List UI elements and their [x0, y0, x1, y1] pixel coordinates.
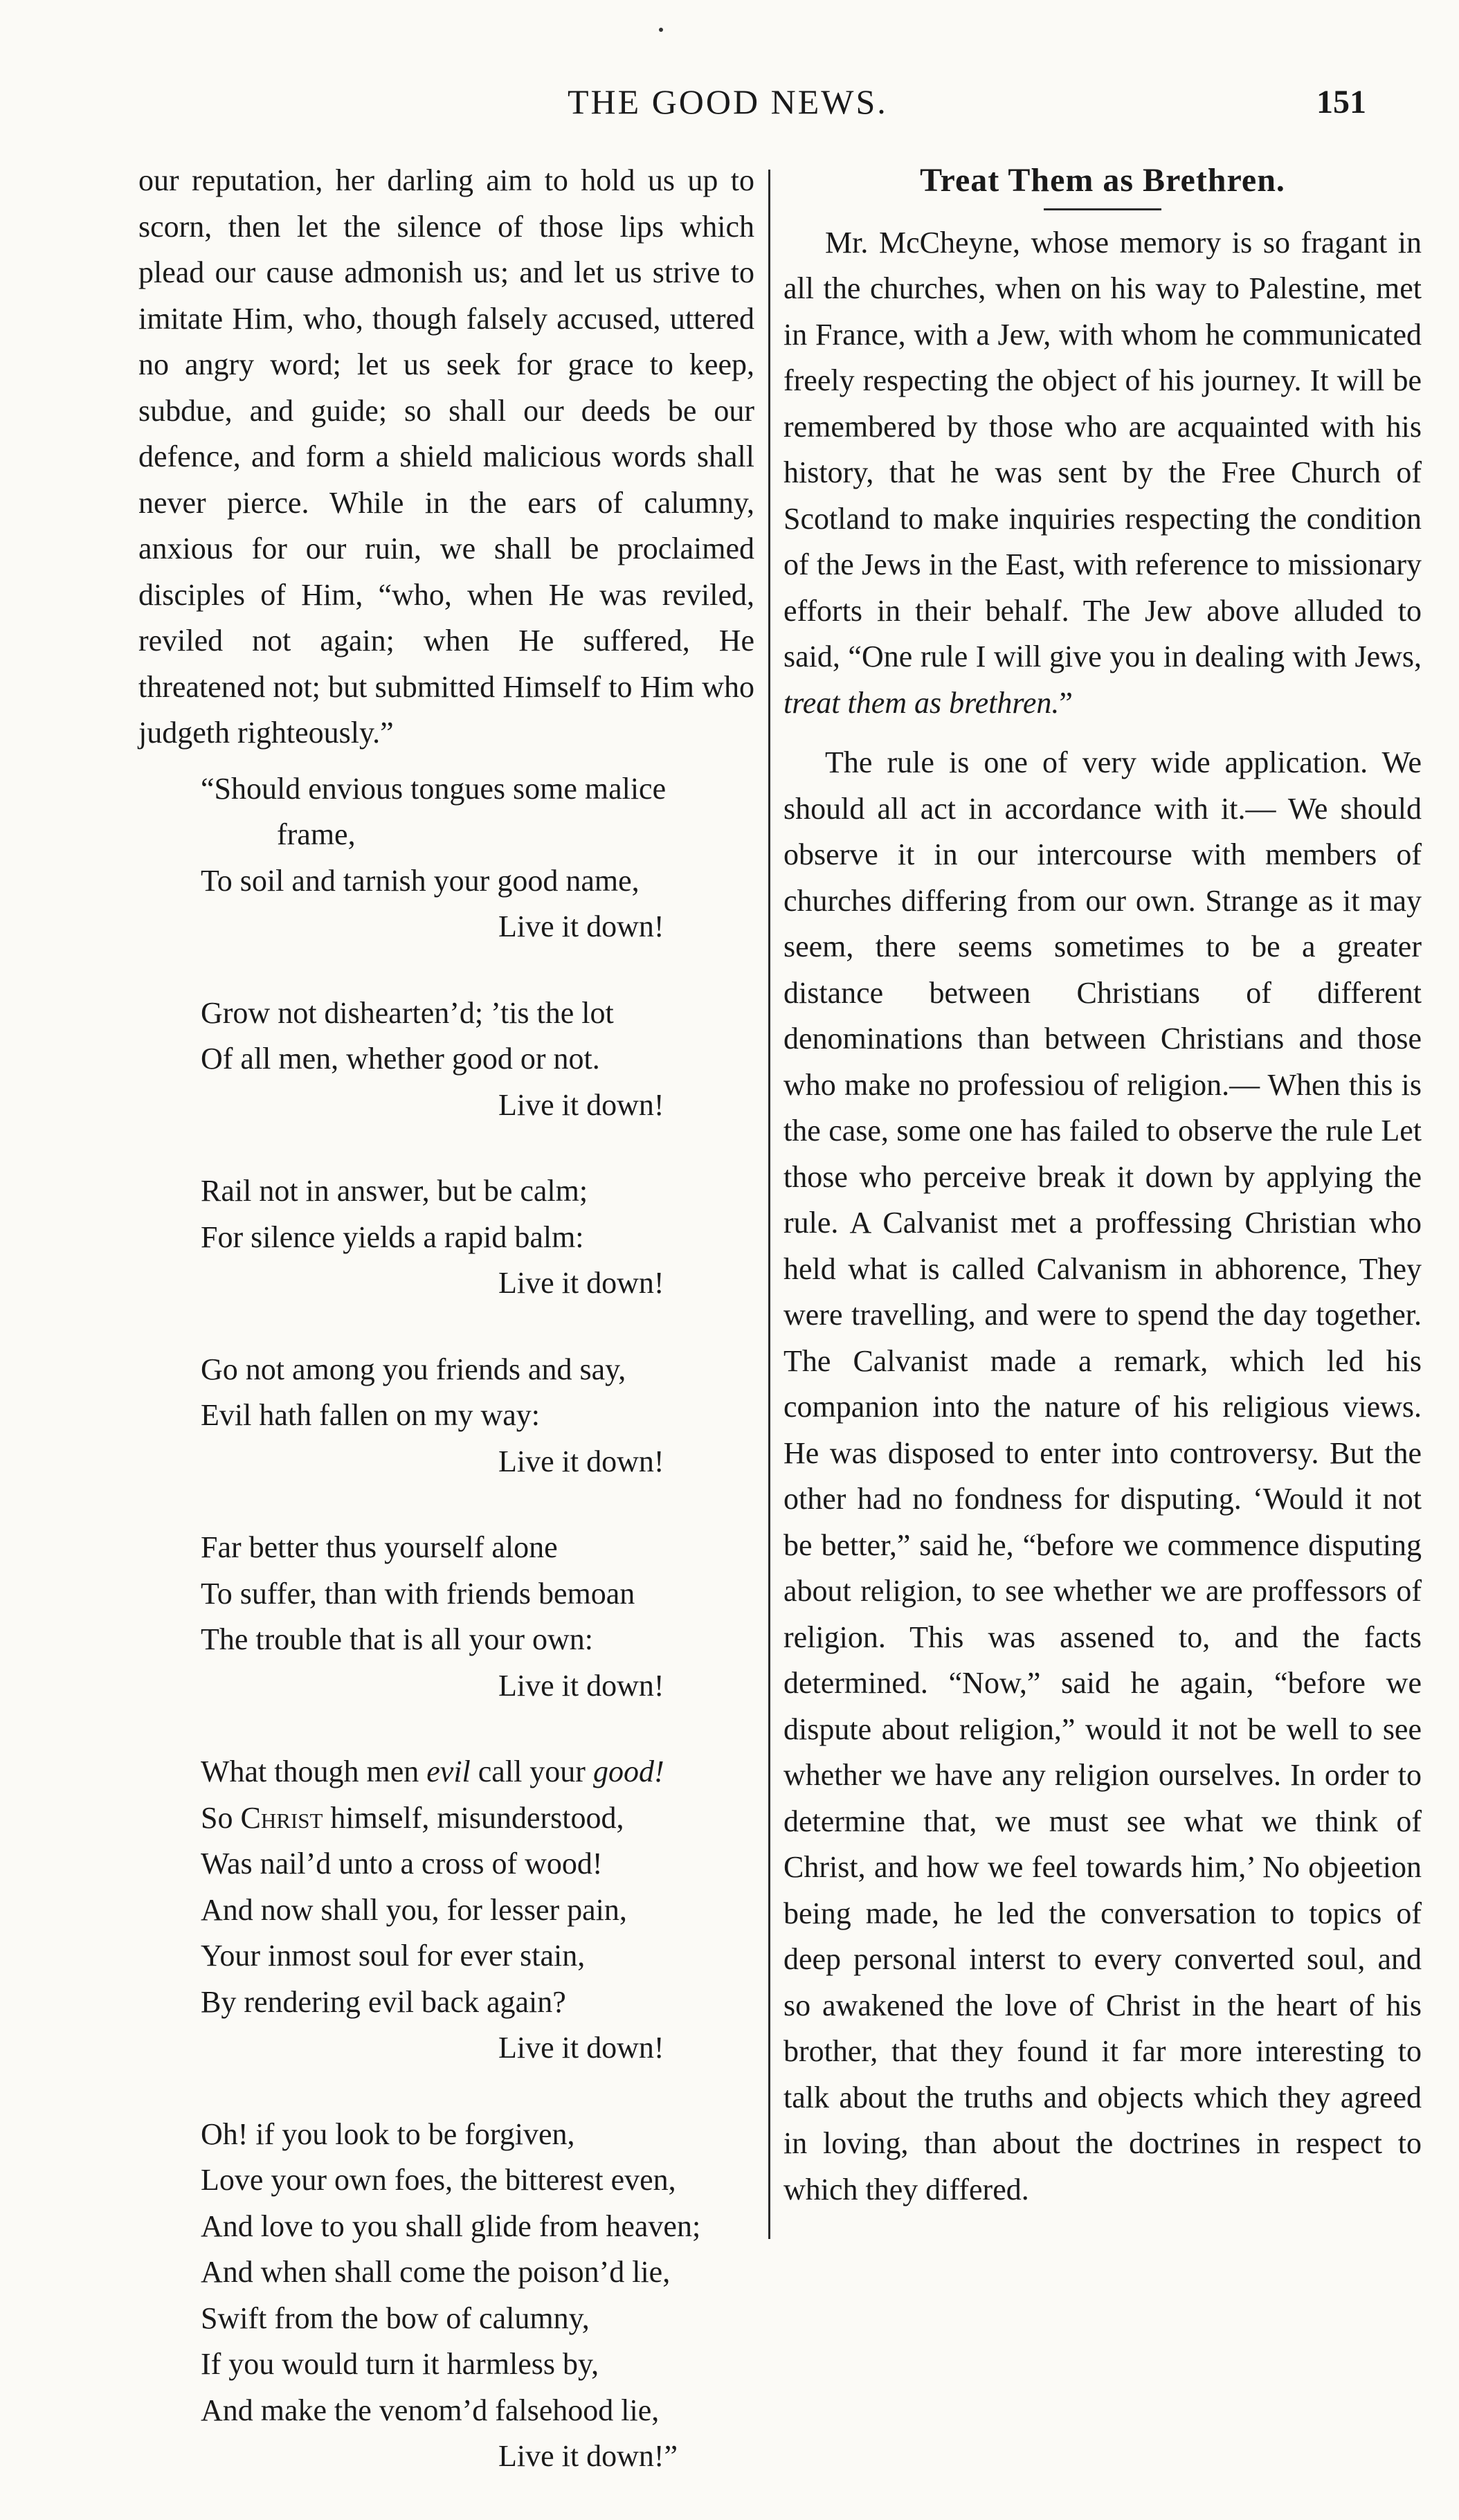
title-rule — [1044, 208, 1161, 210]
poem-refrain: Live it down! — [498, 909, 664, 943]
running-header — [0, 82, 1459, 137]
poem-stanza-1 — [138, 766, 754, 950]
poem-refrain: Live it down! — [498, 1087, 664, 1122]
poem-stanza-2 — [138, 990, 754, 1129]
poem-line: Far better thus yourself alone — [201, 1530, 558, 1564]
poem-line: The trouble that is all your own: — [201, 1622, 593, 1656]
article-title: Treat Them as Brethren. — [920, 162, 1285, 199]
article-text: ” — [1059, 685, 1073, 720]
poem-line: Go not among you friends and say, — [201, 1352, 626, 1386]
poem-refrain: Live it down! — [498, 1668, 664, 1703]
poem-line: By rendering evil back again? — [201, 1984, 566, 2019]
poem-refrain: Live it down! — [498, 1444, 664, 1478]
poem-line: Grow not dishearten’d; ’tis the lot — [201, 995, 614, 1030]
right-column — [783, 158, 1422, 2213]
poem-text: What though men — [201, 1755, 427, 1788]
poem-line: frame, — [277, 817, 356, 851]
poem-line: Oh! if you look to be forgiven, — [201, 2116, 575, 2151]
poem-line: And now shall you, for lesser pain, — [201, 1892, 627, 1927]
poem-stanza-6 — [138, 1749, 754, 2072]
running-title: THE GOOD NEWS. — [568, 82, 888, 121]
left-column — [138, 158, 754, 2520]
poem-small-caps: Christ — [240, 1800, 323, 1835]
poem-refrain: Live it down!” — [498, 2439, 678, 2473]
poem-line: Evil hath fallen on my way: — [201, 1398, 540, 1432]
poem-stanza-4 — [138, 1347, 754, 1485]
poem-line: And love to you shall glide from heaven; — [201, 2209, 701, 2243]
poem-emphasis: good! — [592, 1755, 664, 1788]
poem-line: Swift from the bow of calumny, — [201, 2301, 590, 2335]
poem-line: And make the venom’d falsehood lie, — [201, 2393, 660, 2427]
poem-line: To soil and tarnish your good name, — [201, 863, 640, 898]
poem-refrain: Live it down! — [498, 2031, 664, 2065]
article-paragraph-1 — [783, 220, 1422, 727]
article-paragraph-2: The rule is one of very wide application. We should all act in accordance with it.— We should observe it in our intercourse with members of churches differing from our own. Strange as it may seem, there seems sometimes to be a greater distance between Christians of different denominations than between Christians and those who make no professiou of religion.— When this is the case, some one has failed to observe the rule Let those who perceive break it down by applying the rule. A Calvanist met a proffessing Christian who held what is called Calvanism in abhorence, They were travelling, and were to spend the day together. The Calvanist made a remark, which led his companion into the nature of his religious views. He was disposed to enter into controversy. But the other had no fondness for disputing. ‘Would it not be better,” said he, “before we commence disputing about religion, to see whether we are proffessors of religion. This was assened to, and the facts determined. “Now,” said he again, “before we dispute about religion,” would it not be well to see whether we have any religion ourselves. In order to determine that, we must see what we think of Christ, and how we feel towards him,’ No objeetion being made, he led the conversation to topics of deep personal interst to every converted soul, and so awakened the love of Christ in the heart of his brother, that they found it far more interesting to talk about the truths and objects which they agreed in loving, than about the doctrines in respect to which they differed. — [783, 745, 1422, 2206]
poem-line — [138, 1749, 754, 1795]
poem-line: Love your own foes, the bitterest even, — [201, 2163, 676, 2197]
article-emphasis: treat them as brethren. — [783, 685, 1060, 720]
poem-refrain: Live it down! — [498, 1266, 664, 1300]
poem-line: And when shall come the poison’d lie, — [201, 2255, 671, 2289]
poem-stanza-5 — [138, 1525, 754, 1709]
poem-stanza-7 — [138, 2112, 754, 2480]
poem-line: Rail not in answer, but be calm; — [201, 1174, 588, 1208]
poem-line: To suffer, than with friends bemoan — [201, 1576, 635, 1611]
poem-line: Was nail’d unto a cross of wood! — [201, 1847, 603, 1880]
poem-line: Your inmost soul for ever stain, — [201, 1939, 586, 1973]
poem-line: Of all men, whether good or not. — [201, 1042, 600, 1076]
poem-stanza-3 — [138, 1168, 754, 1307]
poem — [138, 766, 754, 2480]
page-number: 151 — [1316, 84, 1366, 120]
poem-emphasis: evil — [426, 1755, 471, 1788]
column-divider — [768, 170, 770, 2239]
poem-text: call your — [470, 1755, 593, 1788]
article-text: Mr. McCheyne, whose memory is so fragant in all the churches, when on his way to Palestine, met in France, with a Jew, with whom he communicated freely respecting the object of his journey. It will be remembered by those who are acquainted with his history, that he was sent by the Free Church of Scotland to make inquiries respecting the condition of the Jews in the East, with reference to missionary efforts in their behalf. The Jew above alluded to said, “One rule I will give you in dealing with Jews, — [783, 225, 1422, 673]
intro-paragraph: our reputation, her darling aim to hold us up to scorn, then let the silence of those lips which plead our cause admonish us; and let us strive to imitate Him, who, though falsely accused, uttered no angry word; let us seek for grace to keep, subdue, and guide; so shall our deeds be our defence, and form a shield malicious words shall never pierce. While in the ears of calumny, anxious for our ruin, we shall be proclaimed disciples of Him, “who, when He was reviled, reviled not again; when He suffered, He threatened not; but submitted Himself to Him who judgeth righteously.” — [138, 163, 754, 750]
poem-line: “Should envious tongues some malice — [201, 771, 667, 806]
ornament-dot — [659, 28, 663, 32]
poem-line: For silence yields a rapid balm: — [201, 1220, 584, 1254]
poem-text: So — [201, 1800, 241, 1835]
poem-line — [138, 1795, 754, 1842]
poem-text: himself, misunderstood, — [323, 1800, 624, 1835]
poem-line: If you would turn it harmless by, — [201, 2347, 599, 2381]
